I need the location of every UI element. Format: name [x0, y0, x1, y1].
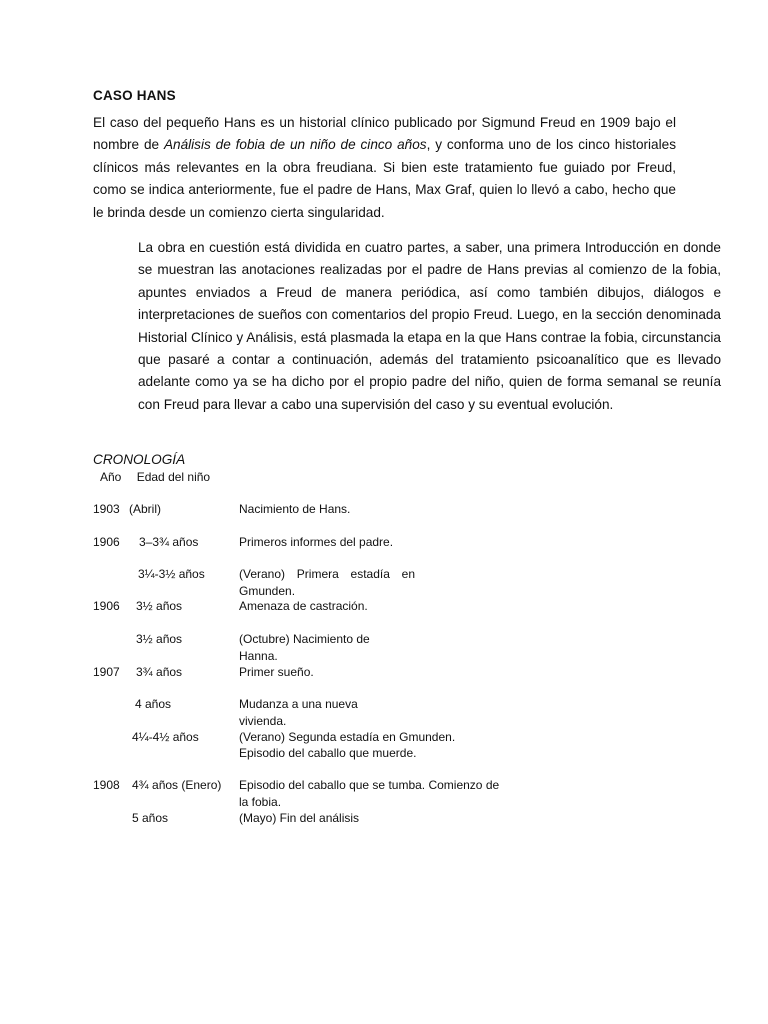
row-event: Primer sueño. — [239, 665, 314, 679]
header-year: Año — [100, 470, 122, 484]
row-event: (Mayo) Fin del análisis — [239, 811, 360, 825]
row-event: (Verano) Primera estadía en Gmunden. — [239, 567, 415, 598]
row-event: Primeros informes del padre. — [239, 535, 394, 549]
row-age: 3¼-3½ años — [138, 567, 205, 581]
row-event: Episodio del caballo que muerde. — [239, 746, 417, 760]
row-age: 4¼-4½ años — [132, 730, 199, 744]
chronology-title: CRONOLOGÍA — [93, 452, 186, 467]
row-event: Episodio del caballo que se tumba. Comienzo de la fobia. — [239, 778, 500, 809]
row-year: 1906 — [93, 599, 120, 613]
row-event: Nacimiento de Hans. — [239, 502, 351, 516]
row-age: 3½ años — [136, 599, 183, 613]
document-title: CASO HANS — [93, 88, 176, 103]
chronology-header — [100, 470, 222, 484]
header-age: Edad del niño — [136, 470, 211, 484]
row-year: 1903 — [93, 502, 120, 516]
row-age: 5 años — [132, 811, 169, 825]
paragraph-structure: La obra en cuestión está dividida en cuatro partes, a saber, una primera Introducción en donde se muestran las anotaciones realizadas por el padre de Hans previas al comienzo de la fobia, apuntes enviados a Freud de manera periódica, así como también dibujos, diálogos e interpretaciones de sueños con comentarios del propio Freud. Luego, en la sección denominada Historial Clínico y Análisis, está plasmada la etapa en la que Hans contrae la fobia, circunstancia que pasaré a contar a continuación, además del tratamiento psicoanalítico que es llevado adelante como ya se ha dicho por el propio padre del niño, quien de forma semanal se reunía con Freud para llevar a cabo una supervisión del caso y su eventual evolución. — [138, 240, 721, 412]
row-event: (Octubre) Nacimiento de Hanna. — [239, 632, 370, 663]
row-year: 1907 — [93, 665, 120, 679]
row-year: 1906 — [93, 535, 120, 549]
row-age: 3½ años — [136, 632, 183, 646]
row-event: Mudanza a una nueva vivienda. — [239, 697, 358, 728]
paragraph-intro-text-a: El caso del pequeño Hans es un historial clínico publicado por Sigmund Freud en 1909 bajo el nombre de — [93, 115, 676, 153]
row-age: (Abril) — [129, 502, 161, 516]
row-event: Amenaza de castración. — [239, 599, 368, 613]
row-year: 1908 — [93, 778, 120, 792]
paragraph-intro — [93, 112, 676, 224]
row-age: 3–3¾ años — [139, 535, 199, 549]
row-age: 4¾ años (Enero) — [132, 778, 222, 792]
row-age: 4 años — [135, 697, 172, 711]
row-age: 3¾ años — [136, 665, 183, 679]
book-title-italic: Análisis de fobia de un niño de cinco años — [163, 137, 427, 153]
row-event: (Verano) Segunda estadía en Gmunden. — [239, 730, 456, 744]
paragraph-intro-text-b: , y conforma uno de los cinco historiales clínicos más relevantes en la obra freudiana. Si bien este tratamiento fue guiado por Freud, como se indica anteriormente, fue el padre de Hans, Max Graf, quien lo llevó a cabo, hecho que le brinda desde un comienzo cierta singularidad. — [93, 137, 676, 220]
